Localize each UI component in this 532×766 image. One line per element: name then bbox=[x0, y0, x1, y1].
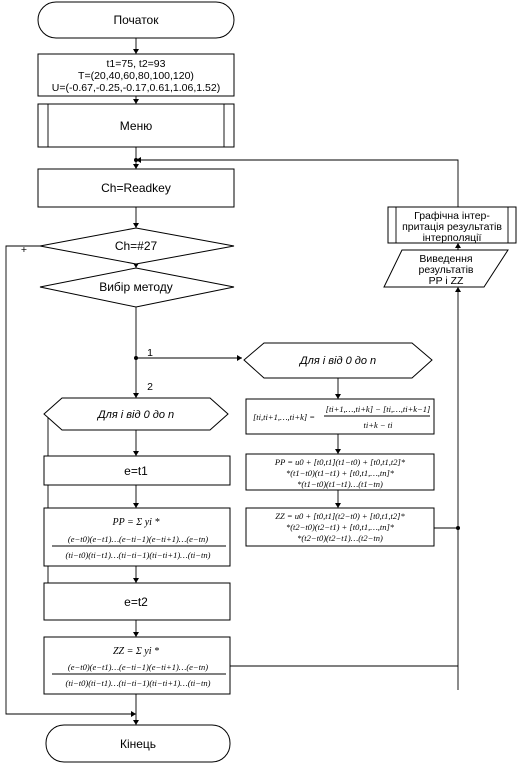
pp-left-line-3: (ti−t0)(ti−t1)…(ti−ti−1)(ti−ti+1)…(ti−tn) bbox=[65, 550, 211, 560]
zz-right-line-2: *(t2−t0)(t2−t1) + [t0,t1,…,tn]* bbox=[285, 522, 395, 532]
divdiff-denominator: ti+k − ti bbox=[363, 420, 393, 430]
junction-loopback bbox=[134, 158, 138, 162]
arrow-init bbox=[133, 49, 139, 54]
arrow-exit bbox=[131, 711, 136, 717]
zz-left-line-2: (e−t0)(e−t1)…(e−ti−1)(e−ti+1)…(e−tn) bbox=[67, 662, 209, 672]
zz-left-line-1: ZZ = Σ yi * bbox=[112, 646, 160, 657]
arrowheads bbox=[131, 49, 461, 725]
init-line-3: U=(-0.67,-0.25,-0.17,0.61,1.06,1.52) bbox=[51, 82, 221, 94]
method-label: Вибір методу bbox=[99, 280, 173, 294]
branch-1-label: 1 bbox=[147, 347, 153, 359]
zz-left-line-3: (ti−t0)(ti−t1)…(ti−ti−1)(ti−ti+1)…(ti−tn) bbox=[65, 678, 211, 688]
pp-left-line-2: (e−t0)(e−t1)…(e−ti−1)(e−ti+1)…(e−tn) bbox=[67, 534, 209, 544]
pp-right-line-2: *(t1−t0)(t1−t1) + [t0,t1,…,tn]* bbox=[285, 468, 395, 478]
junction-right bbox=[456, 526, 460, 530]
branch-2-label: 2 bbox=[147, 381, 153, 393]
loop-left-label: Для i від 0 до n bbox=[97, 409, 175, 421]
e-t2-label: e=t2 bbox=[124, 595, 148, 609]
menu-label: Меню bbox=[119, 119, 153, 133]
graph-line-3: інтерполяції bbox=[422, 232, 482, 244]
cond-plus-label: + bbox=[20, 244, 28, 256]
zz-right-line-3: *(t2−t0)(t2−t1)…(t2−tn) bbox=[297, 533, 383, 543]
arrow-pp bbox=[133, 503, 139, 508]
init-line-1: t1=75, t2=93 bbox=[106, 58, 166, 70]
arrow-zzr bbox=[335, 503, 341, 508]
divdiff-lhs: [ti,ti+1,…,ti+k] = bbox=[252, 412, 316, 422]
pp-right-line-3: *(t1−t0)(t1−t1)…(t1−tn) bbox=[297, 479, 383, 489]
graph-line-1: Графічна інтер- bbox=[414, 210, 490, 222]
output-line-3: PP i ZZ bbox=[428, 275, 464, 287]
graph-line-2: притація результатів bbox=[402, 221, 502, 233]
arrow-loop bbox=[133, 393, 139, 398]
init-line-2: T=(20,40,60,80,100,120) bbox=[78, 70, 194, 82]
arrow-readkey bbox=[133, 164, 139, 169]
e-t1-label: e=t1 bbox=[124, 464, 148, 478]
arrow-ppr bbox=[335, 449, 341, 454]
arrow-e2 bbox=[133, 578, 139, 583]
pp-right-line-1: PP = u0 + [t0,t1](t1−t0) + [t0,t1,t2]* bbox=[274, 457, 406, 467]
divdiff-numerator: [ti+1,…,ti+k] − [ti,…,ti+k−1] bbox=[325, 404, 431, 414]
zz-right-line-1: ZZ = u0 + [t0,t1](t2−t0) + [t0,t1,t2]* bbox=[275, 511, 405, 521]
cond-ch-label: Ch=#27 bbox=[114, 239, 158, 253]
arrow-zz bbox=[133, 632, 139, 637]
output-line-1: Виведення bbox=[419, 253, 473, 265]
readkey-label: Ch=Readkey bbox=[101, 181, 171, 195]
arrow-e1 bbox=[133, 451, 139, 456]
pp-left-line-1: PP = Σ yi * bbox=[112, 517, 160, 528]
arrow-cond bbox=[133, 223, 139, 228]
arrow-divdiff bbox=[335, 394, 341, 399]
arrow-branch-1 bbox=[237, 355, 242, 361]
arrow-menu bbox=[133, 99, 139, 104]
end-label: Кінець bbox=[119, 737, 157, 751]
output-line-2: результатів bbox=[418, 264, 474, 276]
arrow-output bbox=[455, 287, 461, 292]
start-label: Початок bbox=[113, 13, 159, 27]
junction-branch bbox=[134, 356, 138, 360]
loop-right-label: Для i від 0 до n bbox=[299, 355, 377, 367]
arrow-end bbox=[133, 720, 139, 725]
